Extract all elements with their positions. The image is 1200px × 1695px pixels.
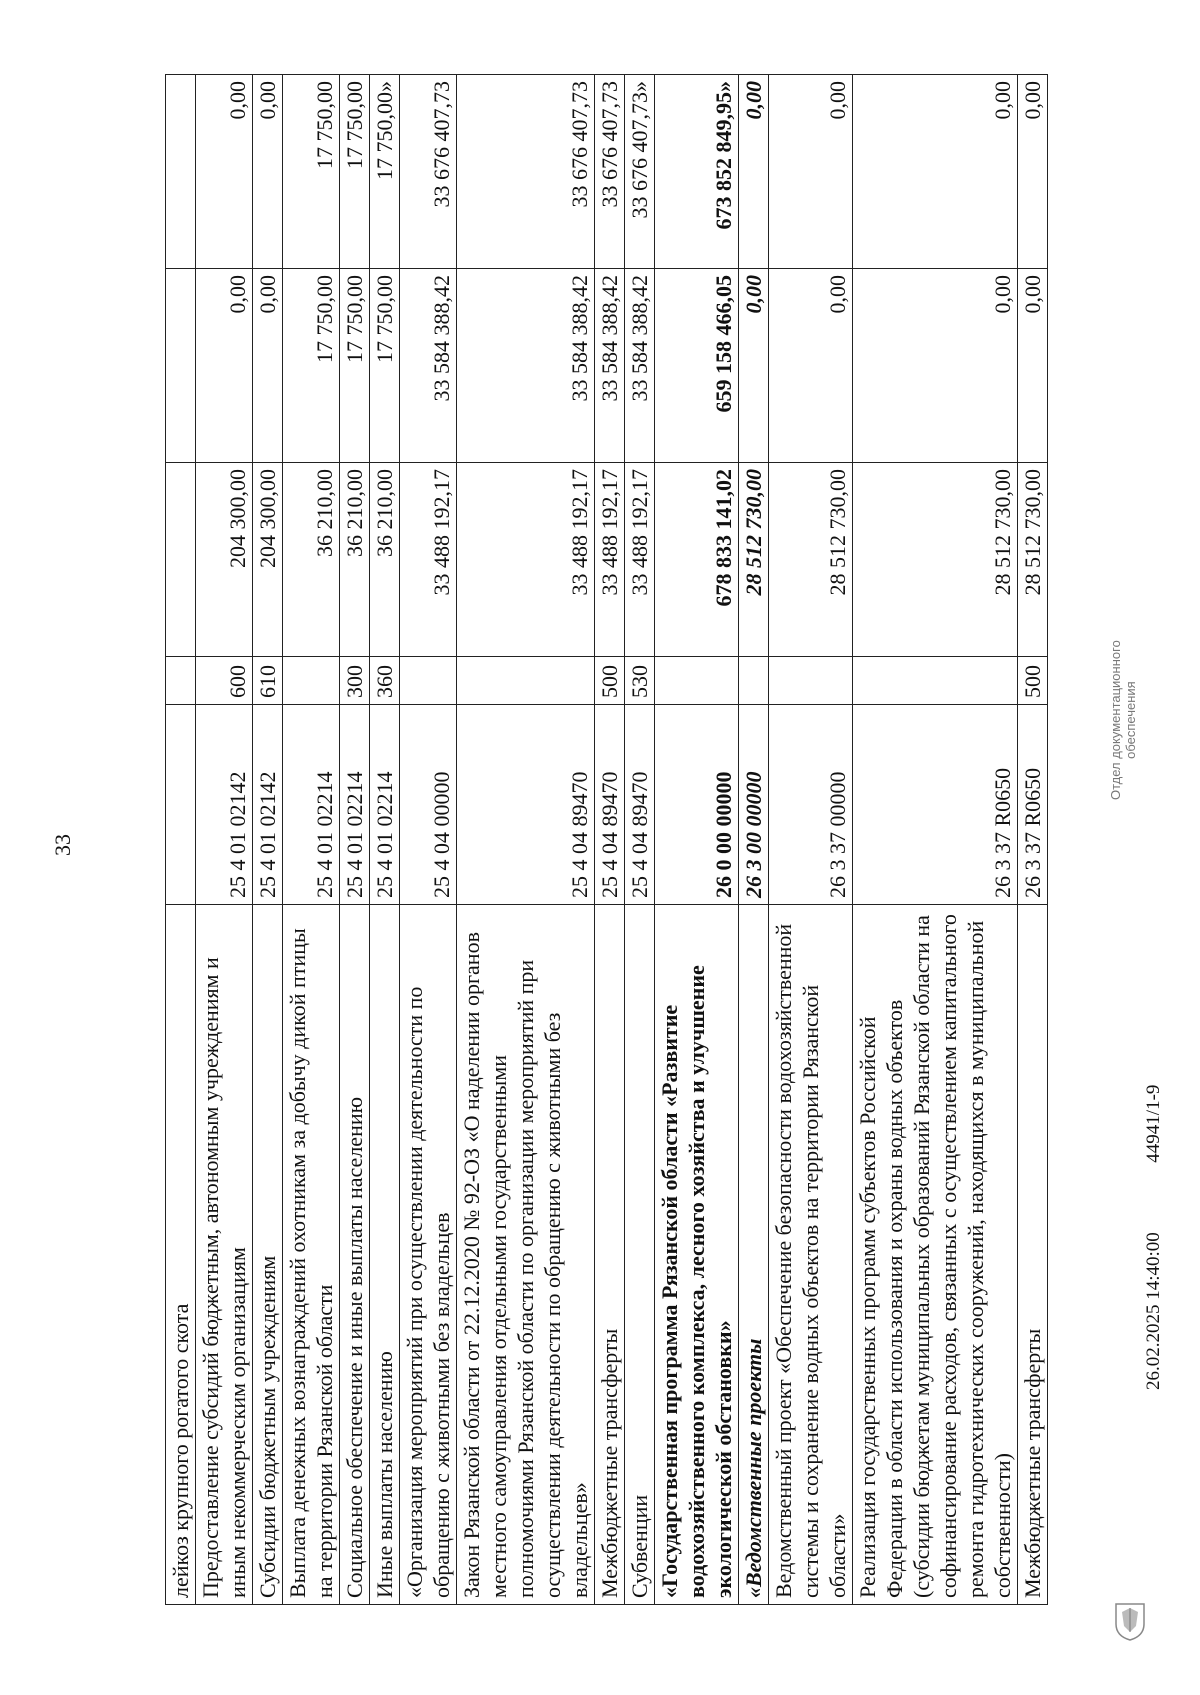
- row-expense-type-cell: 600: [196, 657, 253, 705]
- row-value-2026-cell: 17 750,00: [370, 269, 400, 463]
- row-expense-type-cell: [283, 657, 340, 705]
- row-value-2027-cell: [166, 75, 196, 269]
- row-code-cell: 26 3 37 00000: [769, 705, 853, 905]
- budget-table-body: [166, 75, 1048, 1605]
- row-expense-type-cell: [655, 657, 739, 705]
- row-value-2026-cell: 33 584 388,42: [457, 269, 595, 463]
- row-value-2027-cell: 0,00: [769, 75, 853, 269]
- row-value-2026-cell: 0,00: [739, 269, 769, 463]
- row-name-cell: Межбюджетные трансферты: [1018, 905, 1048, 1605]
- row-code-cell: 25 4 04 89470: [595, 705, 625, 905]
- row-value-2025-cell: 28 512 730,00: [769, 463, 853, 657]
- row-value-2026-cell: 33 584 388,42: [400, 269, 457, 463]
- table-row: [196, 75, 253, 1605]
- row-value-2025-cell: 204 300,00: [253, 463, 283, 657]
- row-value-2027-cell: 0,00: [739, 75, 769, 269]
- row-value-2026-cell: 0,00: [769, 269, 853, 463]
- row-value-2025-cell: 33 488 192,17: [625, 463, 655, 657]
- row-code-cell: 25 4 04 89470: [457, 705, 595, 905]
- row-value-2025-cell: 33 488 192,17: [595, 463, 625, 657]
- row-name-cell: Межбюджетные трансферты: [595, 905, 625, 1605]
- row-code-cell: 26 3 37 R0650: [853, 705, 1018, 905]
- row-code-cell: 26 0 00 00000: [655, 705, 739, 905]
- page-number: 33: [50, 834, 75, 856]
- footer-doc-id: 44941/1-9: [1143, 1084, 1164, 1163]
- row-name-cell: лейкоз крупного рогатого скота: [166, 905, 196, 1605]
- table-row: [166, 75, 196, 1605]
- row-value-2025-cell: 33 488 192,17: [400, 463, 457, 657]
- footer: [1143, 1085, 1165, 1390]
- row-value-2027-cell: 17 750,00»: [370, 75, 400, 269]
- row-name-cell: Выплата денежных вознаграждений охотникам за добычу дикой птицы на территории Рязанской области: [283, 905, 340, 1605]
- row-value-2027-cell: 0,00: [253, 75, 283, 269]
- table-row: [1018, 75, 1048, 1605]
- table-row: [769, 75, 853, 1605]
- row-expense-type-cell: [457, 657, 595, 705]
- row-name-cell: Субвенции: [625, 905, 655, 1605]
- row-value-2025-cell: 28 512 730,00: [1018, 463, 1048, 657]
- row-code-cell: [166, 705, 196, 905]
- table-row: [853, 75, 1018, 1605]
- row-code-cell: 25 4 01 02214: [283, 705, 340, 905]
- rotated-table-container: [165, 75, 1045, 1605]
- coat-of-arms-icon: [1112, 1600, 1148, 1642]
- row-value-2025-cell: 28 512 730,00: [853, 463, 1018, 657]
- row-expense-type-cell: 300: [340, 657, 370, 705]
- row-value-2027-cell: 0,00: [853, 75, 1018, 269]
- row-value-2027-cell: 33 676 407,73: [595, 75, 625, 269]
- row-code-cell: 25 4 01 02214: [340, 705, 370, 905]
- row-value-2027-cell: 673 852 849,95»: [655, 75, 739, 269]
- row-value-2026-cell: 0,00: [1018, 269, 1048, 463]
- row-name-cell: Реализация государственных программ субъектов Российской Федерации в области использования и охраны водных объектов (субсидии бюджетам муниципальных образований Рязанской области на софинансирование расходов, связанных с осуществлением капитального ремонта гидротехнических сооружений, находящихся в муниципальной собственности): [853, 905, 1018, 1605]
- row-name-cell: «Ведомственные проекты: [739, 905, 769, 1605]
- row-expense-type-cell: [739, 657, 769, 705]
- row-code-cell: 25 4 01 02142: [253, 705, 283, 905]
- row-value-2026-cell: 0,00: [853, 269, 1018, 463]
- row-expense-type-cell: [400, 657, 457, 705]
- stamp-line-1: Отдел документационного: [1108, 640, 1123, 800]
- row-value-2026-cell: 0,00: [196, 269, 253, 463]
- table-row: [457, 75, 595, 1605]
- row-code-cell: 25 4 01 02142: [196, 705, 253, 905]
- row-value-2027-cell: 33 676 407,73: [457, 75, 595, 269]
- row-expense-type-cell: 530: [625, 657, 655, 705]
- row-name-cell: «Государственная программа Рязанской области «Развитие водохозяйственного комплекса, лесного хозяйства и улучшение экологической обстановки»: [655, 905, 739, 1605]
- row-value-2025-cell: 36 210,00: [283, 463, 340, 657]
- stamp-line-2: обеспечения: [1123, 681, 1138, 759]
- row-expense-type-cell: 500: [1018, 657, 1048, 705]
- row-expense-type-cell: [166, 657, 196, 705]
- row-name-cell: Предоставление субсидий бюджетным, автономным учреждениям и иным некоммерческим организациям: [196, 905, 253, 1605]
- table-row: [595, 75, 625, 1605]
- row-value-2026-cell: 0,00: [253, 269, 283, 463]
- row-value-2026-cell: 33 584 388,42: [595, 269, 625, 463]
- row-value-2025-cell: [166, 463, 196, 657]
- row-name-cell: Социальное обеспечение и иные выплаты населению: [340, 905, 370, 1605]
- row-value-2025-cell: 204 300,00: [196, 463, 253, 657]
- row-value-2025-cell: 36 210,00: [340, 463, 370, 657]
- row-value-2027-cell: 33 676 407,73»: [625, 75, 655, 269]
- table-row: [340, 75, 370, 1605]
- row-code-cell: 26 3 00 00000: [739, 705, 769, 905]
- row-name-cell: Закон Рязанской области от 22.12.2020 № 92-ОЗ «О наделении органов местного самоуправления отдельными государственными полномочиями Рязанской области по организации мероприятий при осуществлении деятельности по обращению с животными без владельцев»: [457, 905, 595, 1605]
- row-expense-type-cell: 360: [370, 657, 400, 705]
- footer-timestamp: 26.02.2025 14:40:00: [1143, 1232, 1164, 1390]
- row-value-2027-cell: 0,00: [1018, 75, 1048, 269]
- row-value-2026-cell: [166, 269, 196, 463]
- row-value-2026-cell: 17 750,00: [340, 269, 370, 463]
- row-value-2026-cell: 659 158 466,05: [655, 269, 739, 463]
- row-value-2026-cell: 17 750,00: [283, 269, 340, 463]
- row-name-cell: «Организация мероприятий при осуществлении деятельности по обращению с животными без владельцев: [400, 905, 457, 1605]
- row-name-cell: Иные выплаты населению: [370, 905, 400, 1605]
- row-expense-type-cell: 610: [253, 657, 283, 705]
- table-row: [655, 75, 739, 1605]
- row-value-2027-cell: 33 676 407,73: [400, 75, 457, 269]
- row-expense-type-cell: 500: [595, 657, 625, 705]
- budget-table: [165, 74, 1048, 1605]
- row-code-cell: 25 4 04 89470: [625, 705, 655, 905]
- row-value-2027-cell: 0,00: [196, 75, 253, 269]
- table-row: [400, 75, 457, 1605]
- row-expense-type-cell: [853, 657, 1018, 705]
- row-expense-type-cell: [769, 657, 853, 705]
- row-value-2027-cell: 17 750,00: [283, 75, 340, 269]
- row-name-cell: Ведомственный проект «Обеспечение безопасности водохозяйственной системы и сохранение водных объектов на территории Рязанской области»: [769, 905, 853, 1605]
- row-name-cell: Субсидии бюджетным учреждениям: [253, 905, 283, 1605]
- row-code-cell: 26 3 37 R0650: [1018, 705, 1048, 905]
- row-value-2025-cell: 678 833 141,02: [655, 463, 739, 657]
- table-row: [625, 75, 655, 1605]
- row-value-2026-cell: 33 584 388,42: [625, 269, 655, 463]
- table-row: [253, 75, 283, 1605]
- department-stamp: [1108, 640, 1138, 800]
- row-value-2025-cell: 36 210,00: [370, 463, 400, 657]
- table-row: [370, 75, 400, 1605]
- table-row: [283, 75, 340, 1605]
- table-row: [739, 75, 769, 1605]
- row-value-2027-cell: 17 750,00: [340, 75, 370, 269]
- row-value-2025-cell: 33 488 192,17: [457, 463, 595, 657]
- row-code-cell: 25 4 01 02214: [370, 705, 400, 905]
- row-value-2025-cell: 28 512 730,00: [739, 463, 769, 657]
- row-code-cell: 25 4 04 00000: [400, 705, 457, 905]
